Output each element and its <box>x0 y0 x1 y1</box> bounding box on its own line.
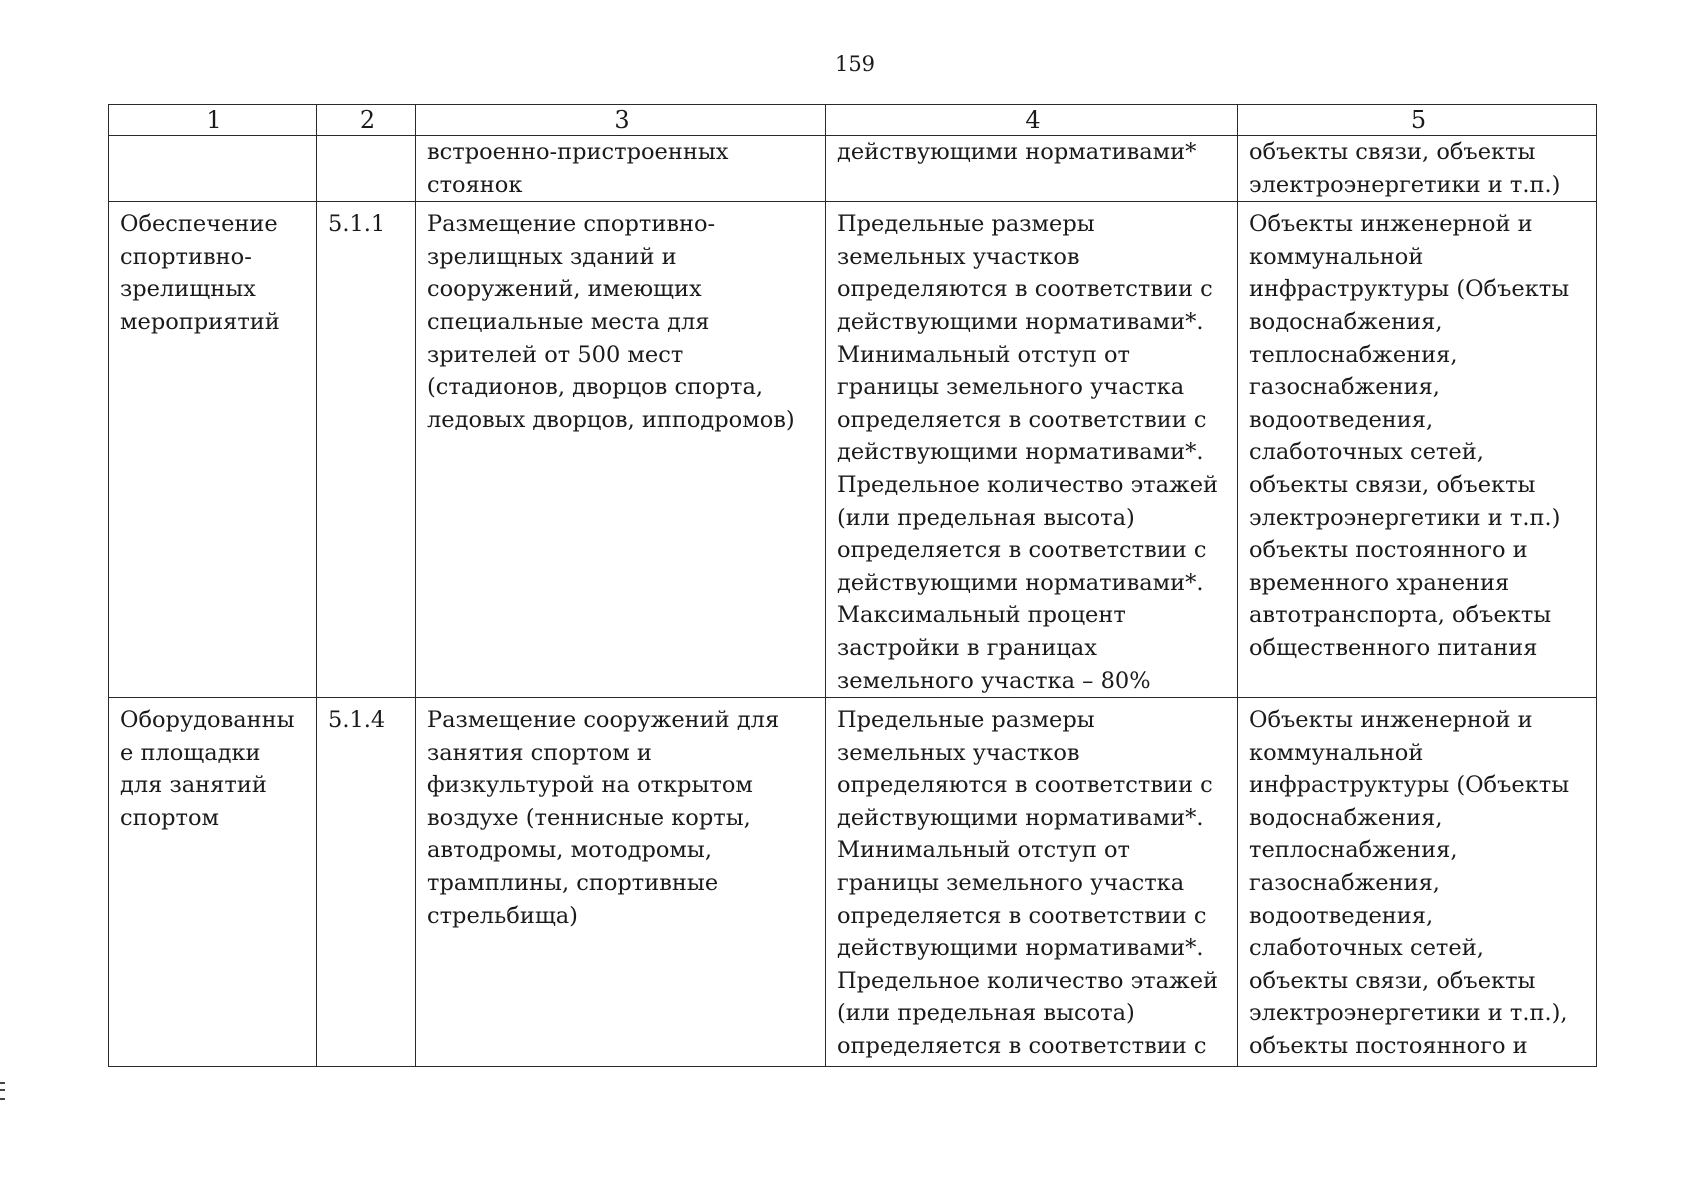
table-row <box>109 202 1597 698</box>
zoning-table <box>108 104 1597 1067</box>
page-number: 159 <box>834 52 876 76</box>
cell-continuation-description: встроенно-пристроенных стоянок <box>416 136 826 202</box>
table-row <box>109 698 1597 1067</box>
cell-use-description: Размещение спортивно- зрелищных зданий и сооружений, имеющих специальные места для зрителей от 500 мест (стадионов, дворцов спорта, ледовых дворцов, ипподромов) <box>416 202 826 698</box>
cell-use-auxiliary: Объекты инженерной и коммунальной инфраструктуры (Объекты водоснабжения, теплоснабжения, газоснабжения, водоотведения, слаботочных сетей, объекты связи, объекты электроэнергетики и т.п.), объекты постоянного и <box>1238 698 1597 1067</box>
cell-continuation-code <box>317 136 416 202</box>
column-header-5: 5 <box>1238 105 1597 136</box>
cell-continuation-auxiliary: объекты связи, объекты электроэнергетики и т.п.) <box>1238 136 1597 202</box>
cell-use-parameters: Предельные размеры земельных участков определяются в соответствии с действующими нормативами*. Минимальный отступ от границы земельного участка определяется в соответствии с действующими нормативами*. Предельное количество этажей (или предельная высота) определяется в соответствии с действующими нормативами*. Максимальный процент застройки в границах земельного участка – 80% <box>826 202 1238 698</box>
cell-use-code: 5.1.1 <box>317 202 416 698</box>
column-header-3: 3 <box>416 105 826 136</box>
column-header-1: 1 <box>109 105 317 136</box>
column-header-2: 2 <box>317 105 416 136</box>
table-header-row <box>109 105 1597 136</box>
cell-continuation-parameters: действующими нормативами* <box>826 136 1238 202</box>
cell-use-description: Размещение сооружений для занятия спортом и физкультурой на открытом воздухе (теннисные корты, автодромы, мотодромы, трамплины, спортивные стрельбища) <box>416 698 826 1067</box>
column-header-4: 4 <box>826 105 1238 136</box>
cell-use-parameters: Предельные размеры земельных участков определяются в соответствии с действующими нормативами*. Минимальный отступ от границы земельного участка определяется в соответствии с действующими нормативами*. Предельное количество этажей (или предельная высота) определяется в соответствии с <box>826 698 1238 1067</box>
table-row-continuation <box>109 136 1597 202</box>
cell-use-name: Обеспечение спортивно- зрелищных мероприятий <box>109 202 317 698</box>
cell-use-code: 5.1.4 <box>317 698 416 1067</box>
cell-continuation-name <box>109 136 317 202</box>
cell-use-name: Оборудованны е площадки для занятий спортом <box>109 698 317 1067</box>
cell-use-auxiliary: Объекты инженерной и коммунальной инфраструктуры (Объекты водоснабжения, теплоснабжения, газоснабжения, водоотведения, слаботочных сетей, объекты связи, объекты электроэнергетики и т.п.) объекты постоянного и временного хранения автотранспорта, объекты общественного питания <box>1238 202 1597 698</box>
scan-margin-mark <box>0 1082 5 1100</box>
